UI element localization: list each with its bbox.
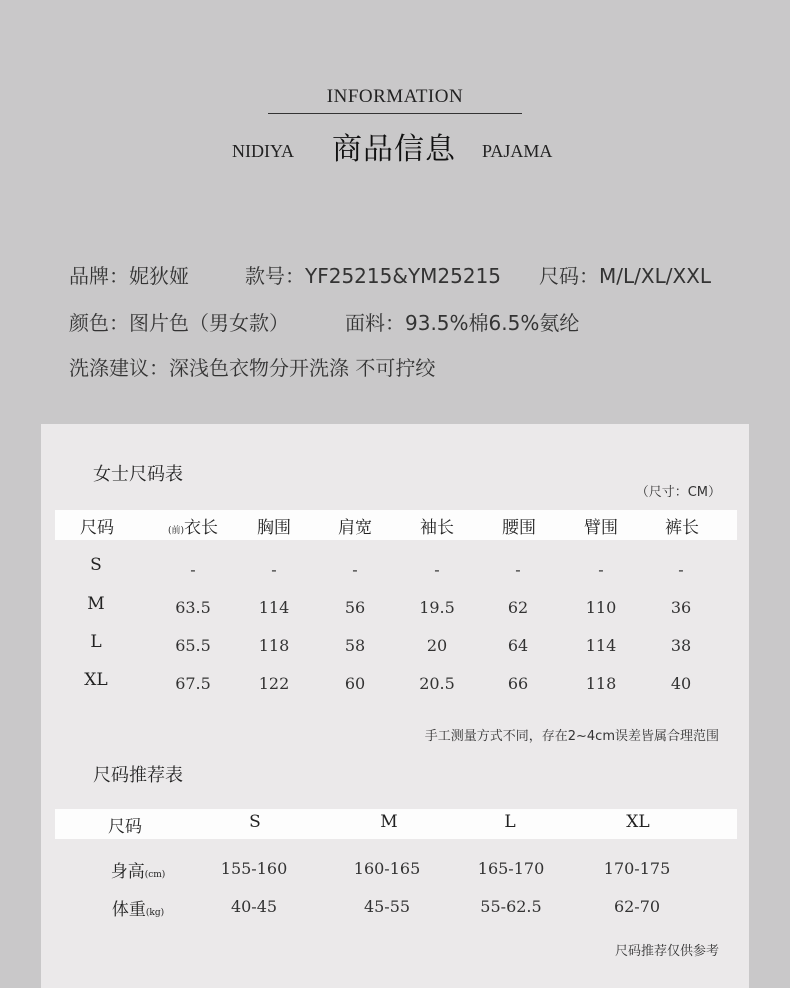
cell: 118 [585, 674, 617, 693]
cell: 160-165 [353, 859, 421, 878]
cell: 64 [507, 636, 529, 655]
weight-unit: (kg) [145, 908, 165, 918]
cell: - [434, 560, 440, 579]
rec-header-s: S [249, 812, 261, 832]
cell: 155-160 [220, 859, 288, 878]
cell: 63.5 [175, 598, 211, 617]
cell: 19.5 [419, 598, 455, 617]
rec-header-m: M [380, 812, 398, 832]
header-waist: 腰围 [502, 518, 536, 538]
size-table-title: 女士尺码表 [93, 464, 183, 485]
recommend-note: 尺码推荐仅供参考 [614, 944, 719, 959]
cell: - [352, 560, 358, 579]
row-label-weight [112, 895, 164, 920]
cell: 20 [426, 636, 448, 655]
cell: 62-70 [613, 897, 661, 916]
height-unit: (cm) [144, 870, 166, 880]
cell: 110 [585, 598, 617, 617]
cell: 40-45 [230, 897, 278, 916]
attr-color: 颜色：图片色（男女款） [69, 311, 289, 335]
attr-style-no: 款号：YF25215&YM25215 [245, 264, 502, 288]
cell: 65.5 [175, 636, 211, 655]
cell: 170-175 [603, 859, 671, 878]
cell: 122 [258, 674, 290, 693]
brand-left: NIDIYA [232, 141, 294, 161]
cell: - [598, 560, 604, 579]
measurement-note: 手工测量方式不同，存在2~4cm误差皆属合理范围 [424, 729, 719, 744]
cell: - [515, 560, 521, 579]
unit-note: （尺寸：CM） [635, 485, 721, 500]
cell: 58 [344, 636, 366, 655]
row-size-label: L [90, 632, 102, 652]
cell: 55-62.5 [480, 897, 542, 916]
weight-label: 体重 [111, 900, 146, 920]
cell: 114 [585, 636, 617, 655]
rec-header-xl: XL [626, 812, 650, 832]
cell: - [190, 560, 196, 579]
attr-washing: 洗涤建议：深浅色衣物分开洗涤 不可拧绞 [69, 356, 436, 380]
cell: 60 [344, 674, 366, 693]
header-chest: 胸围 [257, 518, 291, 538]
cell: 20.5 [419, 674, 455, 693]
attr-fabric: 面料：93.5%棉6.5%氨纶 [345, 311, 580, 335]
cell: 40 [670, 674, 692, 693]
cell: 66 [507, 674, 529, 693]
header [0, 0, 790, 200]
brand-right: PAJAMA [482, 141, 553, 161]
cell: - [271, 560, 277, 579]
header-front-note: (前) [167, 526, 185, 536]
information-title: INFORMATION [326, 86, 464, 107]
header-arm: 臂围 [584, 518, 618, 538]
header-size: 尺码 [80, 518, 114, 538]
attr-sizes: 尺码：M/L/XL/XXL [539, 264, 712, 288]
attr-brand: 品牌：妮狄娅 [69, 264, 189, 288]
size-table-header [55, 510, 737, 540]
header-sleeve: 袖长 [420, 518, 454, 538]
size-panel [41, 424, 749, 988]
title-underline [268, 113, 522, 114]
row-size-label: XL [84, 670, 108, 690]
cell: 118 [258, 636, 290, 655]
cell: 45-55 [363, 897, 411, 916]
rec-header-l: L [504, 812, 516, 832]
cell: 62 [507, 598, 529, 617]
row-label-height [111, 857, 166, 882]
page-title: 商品信息 [332, 132, 456, 167]
row-size-label: M [87, 594, 105, 614]
cell: 114 [258, 598, 290, 617]
height-label: 身高 [110, 862, 145, 882]
header-length [168, 513, 218, 538]
header-pants: 裤长 [665, 518, 699, 538]
rec-header-size: 尺码 [108, 817, 142, 837]
cell: - [678, 560, 684, 579]
header-shoulder: 肩宽 [338, 518, 372, 538]
row-size-label: S [90, 555, 102, 575]
cell: 56 [344, 598, 366, 617]
header-length-label: 衣长 [184, 518, 219, 538]
cell: 38 [670, 636, 692, 655]
recommend-table-title: 尺码推荐表 [93, 765, 183, 786]
recommend-table-header [55, 809, 737, 839]
cell: 165-170 [477, 859, 545, 878]
cell: 36 [670, 598, 692, 617]
cell: 67.5 [175, 674, 211, 693]
